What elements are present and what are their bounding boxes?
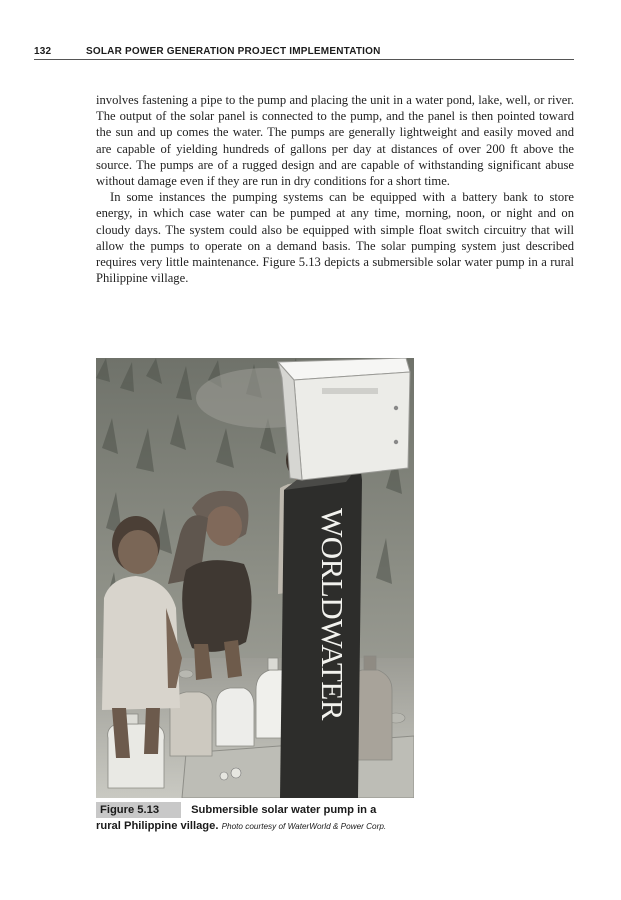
caption-line-1: Submersible solar water pump in a: [191, 804, 377, 816]
figure-photo: [96, 358, 414, 798]
caption-line-2: rural Philippine village.: [96, 820, 219, 832]
page-number: 132: [34, 46, 52, 57]
post-brand-text: WORLDWATER: [315, 508, 350, 720]
header-rule: [34, 59, 574, 60]
body-text: [96, 92, 574, 286]
photo-credit: Photo courtesy of WaterWorld & Power Corp.: [221, 822, 387, 831]
paragraph: In some instances the pumping systems can be equipped with a battery bank to store energy, in which case water can be pumped at any time, morning, noon, or night and on cloudy days. The system could also be equipped with simple float switch circuitry that will allow the pumps to operate on a demand basis. The solar pumping system just described requires very little maintenance. Figure 5.13 depicts a submersible solar water pump in a rural Philippine village.: [96, 190, 574, 286]
figure-caption: [96, 802, 516, 835]
paragraph: involves fastening a pipe to the pump and placing the unit in a water pond, lake, well, or river. The output of the solar panel is connected to the pump, and the panel is then pointed toward the sun and up comes the water. The pumps are generally lightweight and easily moved and are capable of yielding hundreds of gallons per day at distances of over 200 ft above the source. The pumps are of a rugged design and are capable of withstanding significant abuse without damage even if they are run in dry conditions for a short time.: [96, 93, 574, 189]
running-title: SOLAR POWER GENERATION PROJECT IMPLEMENTATION: [86, 46, 381, 57]
control-box: [278, 358, 410, 480]
figure-label: Figure 5.13: [96, 802, 181, 818]
running-header: [34, 46, 574, 60]
pump-post: [280, 464, 362, 798]
